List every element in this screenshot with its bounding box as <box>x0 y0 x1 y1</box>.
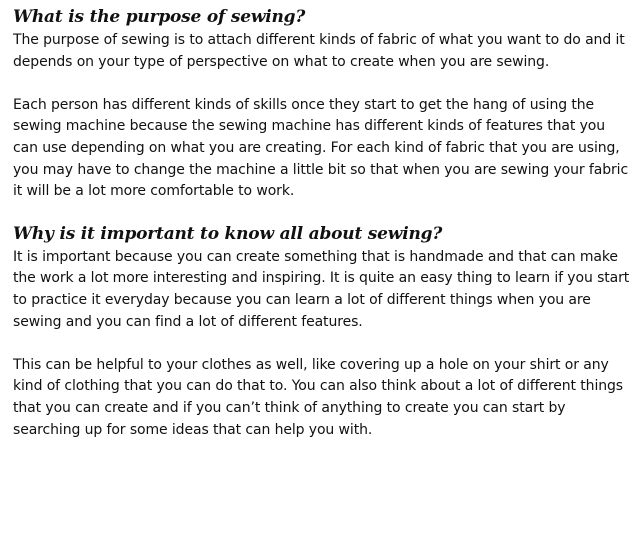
section-purpose <box>13 4 633 203</box>
paragraph-spacer <box>13 333 633 355</box>
section-heading: Why is it important to know all about sewing? <box>13 223 443 244</box>
paragraph: It is important because you can create something that is handmade and that can make the work a lot more interesting and inspiring. It is quite an easy thing to learn if you start to practice it everyday because you can learn a lot of different things when you are sewing and you can find a lot of different features. <box>13 248 630 330</box>
paragraph-spacer <box>13 73 633 95</box>
section-heading: What is the purpose of sewing? <box>13 7 306 27</box>
section-importance <box>13 221 633 441</box>
paragraph: This can be helpful to your clothes as well, like covering up a hole on your shirt or any kind of clothing that you can do that to. You can also think about a lot of different things that you can create and if you can’t think of anything to create you can start by searching up for some ideas that can help you with. <box>13 356 623 438</box>
paragraph: Each person has different kinds of skills once they start to get the hang of using the sewing machine because the sewing machine has different kinds of features that you can use depending on what you are creating. For each kind of fabric that you are using, you may have to change the machine a little bit so that when you are sewing your fabric it will be a lot more comfortable to work. <box>13 96 629 200</box>
paragraph: The purpose of sewing is to attach different kinds of fabric of what you want to do and it depends on your type of perspective on what to create when you are sewing. <box>13 32 625 70</box>
section-spacer <box>13 203 633 221</box>
document-body <box>13 4 633 441</box>
